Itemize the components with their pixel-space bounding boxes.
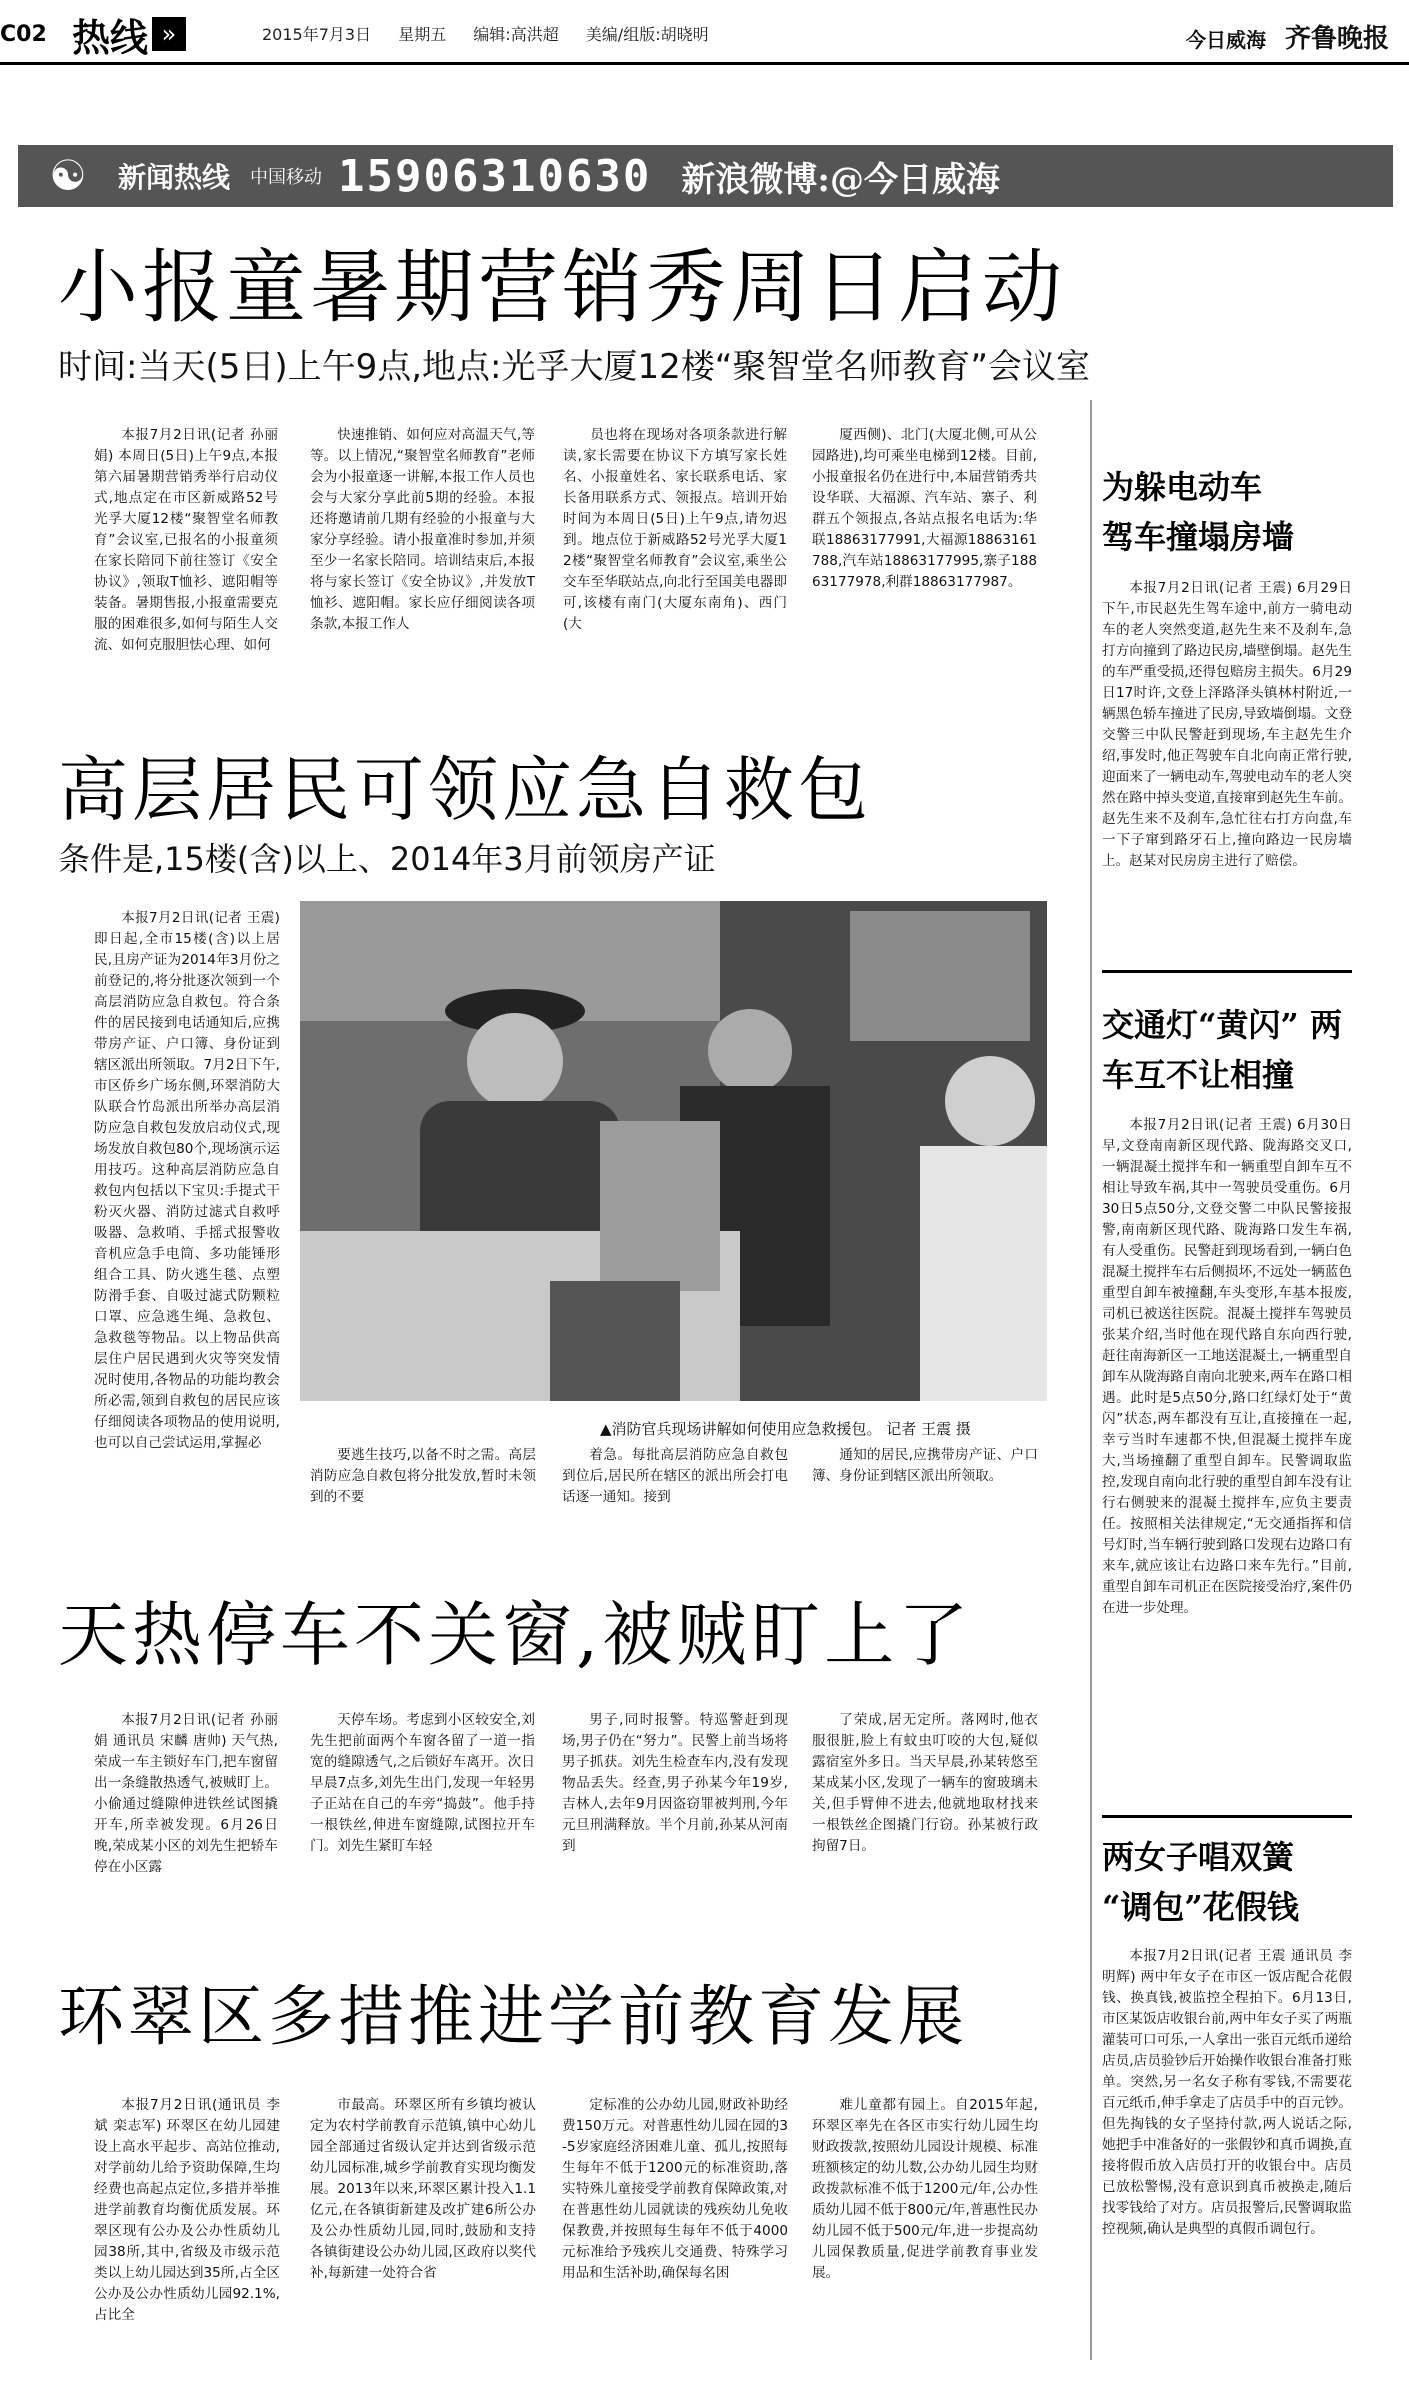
newspaper-brand: 齐鲁晚报	[1284, 24, 1389, 54]
hotline-number: 15906310630	[338, 150, 652, 202]
dragon-logo-icon: ☯	[49, 151, 87, 200]
issue-weekday: 星期五	[398, 25, 447, 44]
article4-title: 环翠区多措推进学前教育发展	[58, 1978, 968, 2055]
article1-col2: 快速推销、如何应对高温天气,等等。以上情况,“聚智堂名师教育”老师会为小报童逐一讲解,本报工作人员也会与大家分享此前5期的经验。本报还将邀请前几期有经验的小报童与大家分享经验。请小报童准时参加,并须至少一名家长陪同。培训结束后,本报将与家长签订《安全协议》,并发放T恤衫、遮阳帽。家长应仔细阅读各项条款,本报工作人	[310, 427, 535, 632]
editor-credit: 编辑:高洪超	[473, 25, 559, 44]
article1-col4: 厦西侧)、北门(大厦北侧,可从公园路进),均可乘坐电梯到12楼。目前,小报童报名仍在进行中,本届营销秀共设华联、大福源、汽车站、寨子、利群五个领报点,各站点报名电话为:华联18863177991,大福源18863161788,汽车站18863177995,寨子18863177978,利群18863177987。	[812, 427, 1037, 590]
article3-col3: 男子,同时报警。特巡警赶到现场,男子仍在“努力”。民警上前当场将男子抓获。刘先生检查车内,没有发现物品丢失。经查,男子孙某今年19岁,吉林人,去年9月因盗窃罪被判刑,今年元旦刑满释放。半个月前,孙某从河南到	[562, 1712, 788, 1854]
masthead	[1186, 18, 1389, 55]
sidebar1-rule	[1102, 970, 1352, 973]
header-info	[262, 22, 731, 45]
article1-col1: 本报7月2日讯(记者 孙丽娟) 本周日(5日)上午9点,本报第六届暑期营销秀举行启动仪式,地点定在市区新威路52号光孚大厦12楼“聚智堂名师教育”会议室,已报名的小报童须在家长陪同下前往签订《安全协议》,领取T恤衫、遮阳帽等装备。暑期售报,小报童需要克服的困难很多,如何与陌生人交流、如何克服胆怯心理、如何	[94, 427, 278, 653]
sidebar1-body: 本报7月2日讯(记者 王震) 6月29日下午,市民赵先生驾车途中,前方一骑电动车的老人突然变道,赵先生来不及刹车,急打方向撞到了路边民房,墙壁倒塌。赵先生的车严重受损,还得包赔房主损失。6月29日17时许,文登上泽路泽头镇林村附近,一辆黑色轿车撞进了民房,导致墙倒塌。文登交警三中队民警赶到现场,车主赵先生介绍,事发时,他正驾驶车自北向南正常行驶,迎面来了一辆电动车,驾驶电动车的老人突然在路中掉头变道,直接窜到赵先生车前。赵先生来不及刹车,急忙往右打方向盘,车一下子窜到路牙石上,撞向路边一民房墙上。赵某对民房房主进行了赔偿。	[1102, 580, 1352, 869]
photo-caption: ▲消防官兵现场讲解如何使用应急救援包。 记者 王震 摄	[600, 1420, 971, 1438]
double-chevron-icon: »	[152, 17, 186, 51]
article2-col1: 本报7月2日讯(记者 王震) 即日起,全市15楼(含)以上居民,且房产证为2014年3月份之前登记的,将分批逐次领到一个高层消防应急自救包。符合条件的居民接到电话通知后,应携带房产证、户口簿、身份证到辖区派出所领取。7月2日下午,市区侨乡广场东侧,环翠消防大队联合竹岛派出所举办高层消防应急自救包发放启动仪式,现场发放自救包80个,现场演示运用技巧。这种高层消防应急自救包内包括以下宝贝:手提式干粉灭火器、消防过滤式自救呼吸器、急救哨、手摇式报警收音机应急手电筒、多功能锤形组合工具、防火逃生毯、点塑防滑手套、自吸过滤式防颗粒口罩、应急逃生绳、急救包、急救毯等物品。以上物品供高层住户居民遇到火灾等突发情况时使用,各物品的功能均教会所必需,领到自救包的居民应该仔细阅读各项物品的使用说明,也可以自己尝试运用,掌握必	[94, 910, 280, 1451]
sidebar1-title: 为躲电动车 驾车撞塌房墙	[1102, 468, 1295, 556]
hotline-banner	[18, 145, 1393, 207]
news-photo	[300, 901, 1047, 1401]
article3-col2: 天停车场。考虑到小区较安全,刘先生把前面两个车窗各留了一道一指宽的缝隙透气,之后锁好车离开。次日早晨7点多,刘先生出门,发现一年轻男子正站在自己的车旁“捣鼓”。他手持一根铁丝,伸进车窗缝隙,试图拉开车门。刘先生紧盯车轻	[310, 1712, 535, 1854]
article1-col3: 员也将在现场对各项条款进行解读,家长需要在协议下方填写家长姓名、小报童姓名、家长联系电话、家长备用联系方式、领报点。培训开始时间为本周日(5日)上午9点,请勿迟到。地点位于新威路52号光孚大厦12楼“聚智堂名师教育”会议室,乘坐公交车至华联站点,向北行至国美电器即可,该楼有南门(大厦东南角)、西门(大	[563, 427, 787, 632]
article3-title: 天热停车不关窗,被贼盯上了	[58, 1594, 973, 1676]
edition-name: 今日威海	[1186, 28, 1267, 52]
article2-col3: 着急。每批高层消防应急自救包到位后,居民所在辖区的派出所会打电话逐一通知。接到	[562, 1447, 788, 1505]
banner-label: 新闻热线	[118, 161, 231, 194]
issue-date: 2015年7月3日	[262, 25, 372, 44]
sidebar2-body: 本报7月2日讯(记者 王震) 6月30日早,文登南南新区现代路、陇海路交叉口,一辆混凝土搅拌车和一辆重型自卸车互不相让导致车祸,其中一驾驶员受重伤。6月30日5点50分,文登交警二中队民警接报警,南南新区现代路、陇海路口发生车祸,有人受重伤。民警赶到现场看到,一辆白色混凝土搅拌车右后侧损坏,不远处一辆蓝色重型自卸车被撞翻,车头变形,车基本报废,司机已被送往医院。混凝土搅拌车驾驶员张某介绍,当时他在现代路自东向西行驶,赶往南海新区一工地送混凝土,一辆重型自卸车从陇海路自南向北驶来,两车在路口相遇。此时是5点50分,路口红绿灯处于“黄闪”状态,两车都没有互让,直接撞在一起,幸亏当时车速都不快,但混凝土搅拌车庞大,当场撞翻了重型自卸车。民警调取监控,发现自南向北行驶的重型自卸车没有让行右侧驶来的混凝土搅拌车,应负主要责任。按照相关法律规定,“无交通指挥和信号灯时,当车辆行驶到路口发现右边路口有来车,就应该让右边路口来车先行。”目前,重型自卸车司机正在医院接受治疗,案件仍在进一步处理。	[1102, 1117, 1352, 1616]
sidebar3-body: 本报7月2日讯(记者 王震 通讯员 李明辉) 两中年女子在市区一饭店配合花假钱、换真钱,被监控全程拍下。6月13日,市区某饭店收银台前,两中年女子买了两瓶灌装可口可乐,一人拿出一张百元纸币递给店员,店员验钞后开始操作收银台准备打账单。突然,另一名女子称有零钱,不需要花百元纸币,伸手拿走了店员手中的百元钞。但先掏钱的女子坚持付款,两人说话之际,她把手中准备好的一张假钞和真币调换,直接将假币放入店员打开的收银台中。店员已放松警惕,没有意识到真币被换走,随后找零钱给了对方。店员报警后,民警调取监控视频,确认是典型的真假币调包行。	[1102, 1948, 1352, 2237]
article4-col3: 定标准的公办幼儿园,财政补助经费150万元。对普惠性幼儿园在园的3-5岁家庭经济困难儿童、孤儿,按照每生每年不低于1200元的标准资助,落实特殊儿童接受学前教育保障政策,对在普惠性幼儿园就读的残疾幼儿免收保教费,并按照每生每年不低于4000元标准给予残疾儿交通费、特殊学习用品和生活补助,确保每名困	[562, 2097, 788, 2281]
article4-col1: 本报7月2日讯(通讯员 李斌 栾志军) 环翠区在幼儿园建设上高水平起步、高站位推动,对学前幼儿给予资助保障,生均经费也高起点定位,多措并举推进学前教育均衡优质发展。环翠区现有公办及公办性质幼儿园38所,其中,省级及市级示范类以上幼儿园达到35所,占全区公办及公办性质幼儿园92.1%,占比全	[94, 2097, 280, 2323]
sidebar2-title: 交通灯“黄闪” 两车互不让相撞	[1102, 1006, 1342, 1094]
header-rule	[0, 62, 1409, 65]
article4-col4: 难儿童都有园上。自2015年起,环翠区率先在各区市实行幼儿园生均财政拨款,按照幼儿园设计规模、标准班额核定的幼儿数,公办幼儿园生均财政拨款标准不低于1200元/年,公办性质幼儿园不低于800元/年,普惠性民办幼儿园不低于500元/年,进一步提高幼儿园保教质量,促进学前教育事业发展。	[812, 2097, 1038, 2281]
section-title: 热线	[72, 14, 149, 60]
firefighters-demonstration-image	[300, 901, 1047, 1401]
page-number: C02	[0, 22, 47, 47]
china-mobile-logo: 中国移动	[250, 167, 323, 188]
article3-col1: 本报7月2日讯(记者 孙丽娟 通讯员 宋麟 唐帅) 天气热,荣成一车主锁好车门,把车窗留出一条缝散热透气,被贼盯上。小偷通过缝隙伸进铁丝试图撬开车,所幸被发现。6月26日晚,荣成某小区的刘先生把轿车停在小区露	[94, 1712, 278, 1875]
article4-col2: 市最高。环翠区所有乡镇均被认定为农村学前教育示范镇,镇中心幼儿园全部通过省级认定并达到省级示范幼儿园标准,城乡学前教育实现均衡发展。2013年以来,环翠区累计投入1.1亿元,在各镇街新建及改扩建6所公办及公办性质幼儿园,同时,鼓励和支持各镇街建设公办幼儿园,区政府以奖代补,每新建一处符合省	[310, 2097, 536, 2281]
sidebar2-rule	[1102, 1815, 1352, 1818]
article2-col4: 通知的居民,应携带房产证、户口簿、身份证到辖区派出所领取。	[812, 1447, 1038, 1484]
article1-subtitle: 时间:当天(5日)上午9点,地点:光孚大厦12楼“聚智堂名师教育”会议室	[58, 347, 1091, 387]
article1-title: 小报童暑期营销秀周日启动	[58, 241, 1066, 334]
sidebar3-title: 两女子唱双簧 “调包”花假钱	[1102, 1838, 1299, 1926]
article2-col2: 要逃生技巧,以备不时之需。高层消防应急自救包将分批发放,暂时未领到的不要	[310, 1447, 536, 1505]
article3-col4: 了荣成,居无定所。落网时,他衣服很脏,脸上有蚊虫叮咬的大包,疑似露宿室外多日。当天早晨,孙某转悠至某成某小区,发现了一辆车的窗玻璃未关,但手臂伸不进去,他就地取材找来一根铁丝企图撬门行窃。孙某被行政拘留7日。	[812, 1712, 1038, 1854]
article2-subtitle: 条件是,15楼(含)以上、2014年3月前领房产证	[58, 840, 716, 878]
article2-title: 高层居民可领应急自救包	[58, 749, 872, 831]
designer-credit: 美编/组版:胡晓明	[585, 25, 709, 44]
weibo-handle: 新浪微博:@今日威海	[681, 159, 1000, 200]
sidebar-divider	[1090, 400, 1092, 2360]
section-tag	[72, 14, 186, 60]
